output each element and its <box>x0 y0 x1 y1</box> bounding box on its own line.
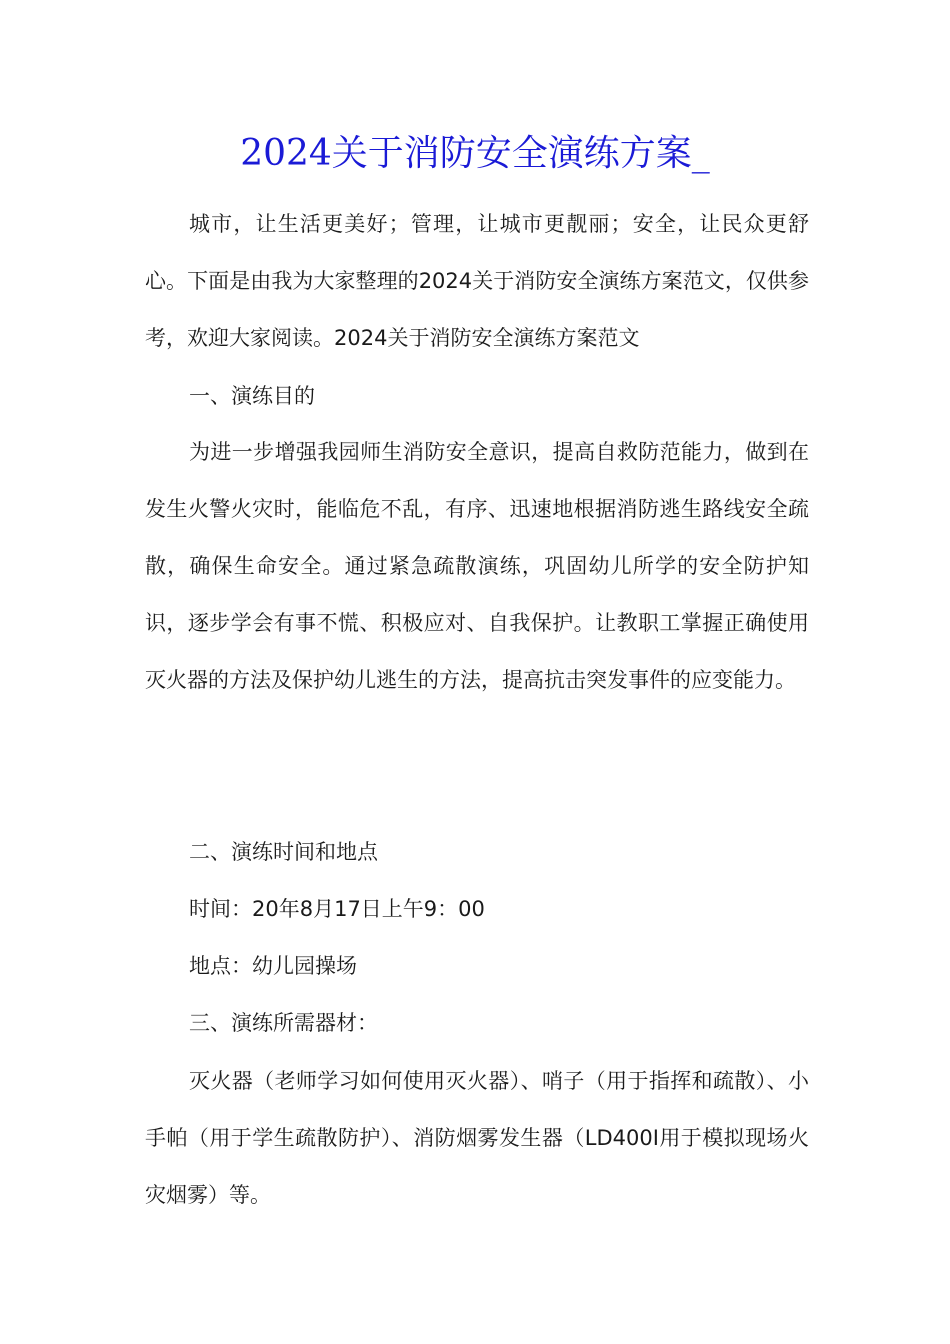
section3-paragraph: 灭火器（老师学习如何使用灭火器）、哨子（用于指挥和疏散）、小手帕（用于学生疏散防护）、消防烟雾发生器（LD400I用于模拟现场火灾烟雾）等。 <box>145 1069 809 1207</box>
section2-heading: 二、演练时间和地点 <box>189 840 378 864</box>
document-title: 2024关于消防安全演练方案_ <box>240 133 710 174</box>
section1-paragraph: 为进一步增强我园师生消防安全意识，提高自救防范能力，做到在发生火警火灾时，能临危不乱，有序、迅速地根据消防逃生路线安全疏散，确保生命安全。通过紧急疏散演练，巩固幼儿所学的安全防护知识，逐步学会有事不慌、积极应对、自我保护。让教职工掌握正确使用灭火器的方法及保护幼儿逃生的方法，提高抗击突发事件的应变能力。 <box>145 440 809 692</box>
section1-heading: 一、演练目的 <box>189 384 315 408</box>
intro-paragraph: 城市，让生活更美好；管理，让城市更靓丽；安全，让民众更舒心。下面是由我为大家整理的2024关于消防安全演练方案范文，仅供参考，欢迎大家阅读。2024关于消防安全演练方案范文 <box>145 212 809 350</box>
section3-heading: 三、演练所需器材： <box>189 1011 378 1035</box>
time-line: 时间：20年8月17日上午9：00 <box>189 897 485 921</box>
place-line: 地点：幼儿园操场 <box>189 954 357 978</box>
